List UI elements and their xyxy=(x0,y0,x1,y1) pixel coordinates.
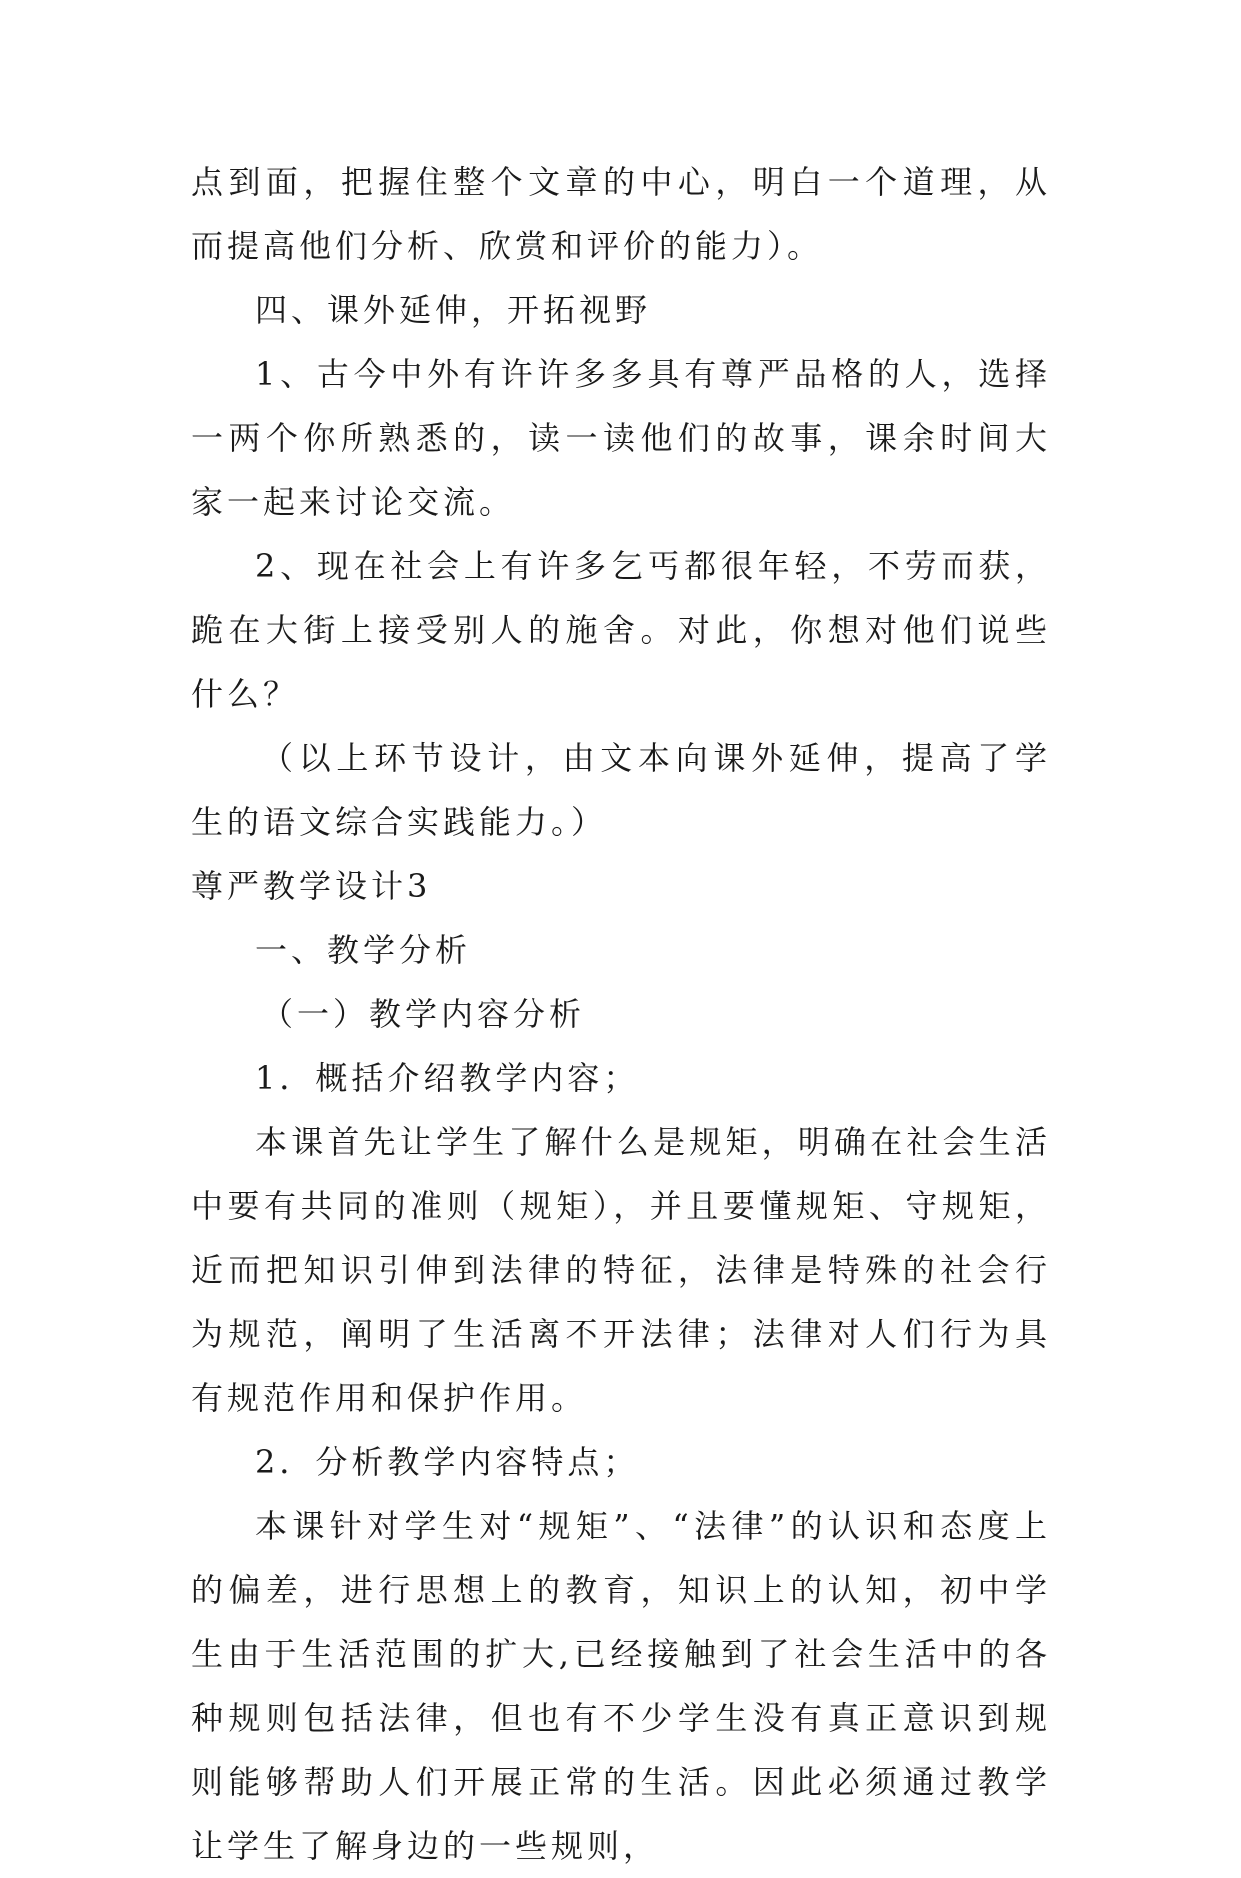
paragraph-summary: 本课首先让学生了解什么是规矩，明确在社会生活中要有共同的准则（规矩），并且要懂规矩、守规矩，近而把知识引伸到法律的特征，法律是特殊的社会行为规范，阐明了生活离不开法律；法律对人们行为具有规范作用和保护作用。 xyxy=(191,1123,1051,1417)
document-body xyxy=(191,150,1051,1878)
item-heading-summary: 1．概括介绍教学内容； xyxy=(255,1059,640,1097)
subsection-heading-content: （一）教学内容分析 xyxy=(261,995,586,1033)
item-heading-features: 2．分析教学内容特点； xyxy=(255,1443,640,1481)
design-note: （以上环节设计，由文本向课外延伸，提高了学生的语文综合实践能力。） xyxy=(191,739,1051,841)
paragraph-continuation: 点到面，把握住整个文章的中心，明白一个道理，从而提高他们分析、欣赏和评价的能力）。 xyxy=(191,163,1051,265)
document-title: 尊严教学设计3 xyxy=(191,867,432,905)
section-heading-extension: 四、课外延伸，开拓视野 xyxy=(255,291,652,329)
paragraph-features: 本课针对学生对“规矩”、“法律”的认识和态度上的偏差，进行思想上的教育，知识上的认知，初中学生由于生活范围的扩大,已经接触到了社会生活中的各种规则包括法律，但也有不少学生没有真正意识到规则能够帮助人们开展正常的生活。因此必须通过教学让学生了解身边的一些规则， xyxy=(191,1507,1051,1865)
section-heading-analysis: 一、教学分析 xyxy=(255,931,472,969)
list-item-1: 1、古今中外有许许多多具有尊严品格的人，选择一两个你所熟悉的，读一读他们的故事，课余时间大家一起来讨论交流。 xyxy=(191,355,1051,521)
list-item-2: 2、现在社会上有许多乞丐都很年轻，不劳而获，跪在大街上接受别人的施舍。对此，你想对他们说些什么？ xyxy=(191,547,1051,713)
